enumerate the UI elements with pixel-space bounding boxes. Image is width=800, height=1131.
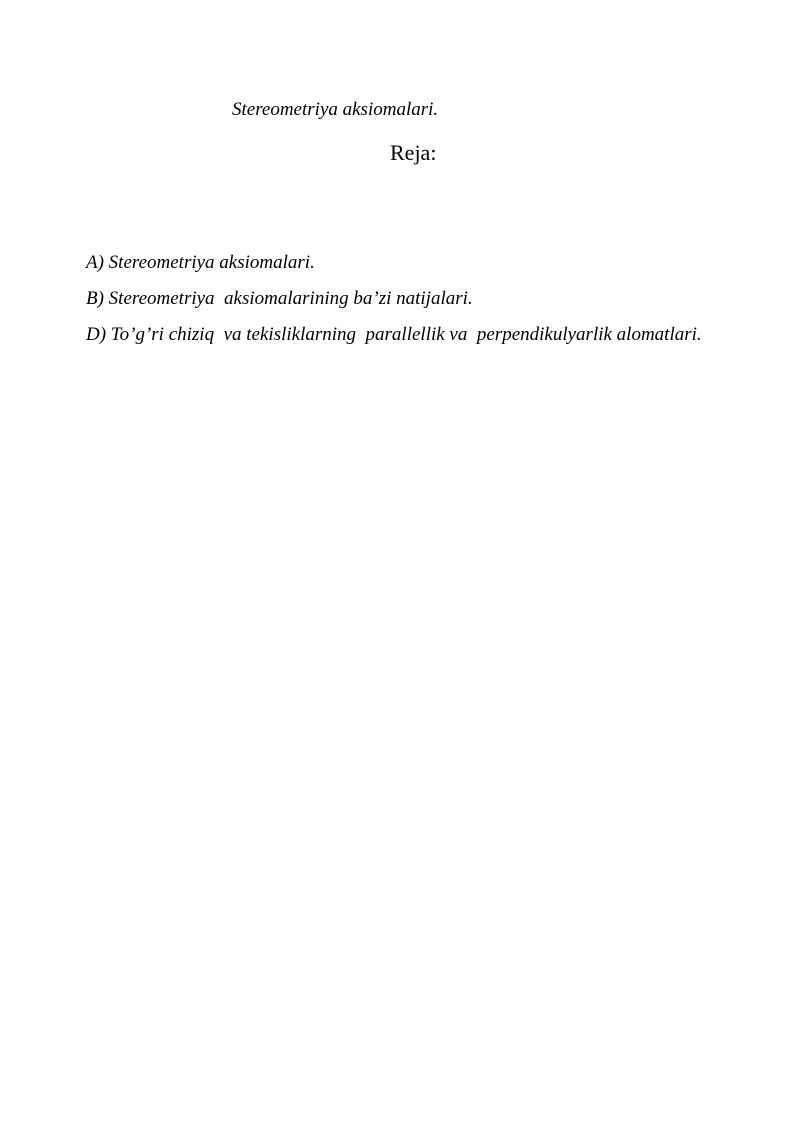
plan-item-d: D) To’g’ri chiziq va tekisliklarning parallellik va perpendikulyarlik alomatlari. bbox=[86, 324, 702, 345]
plan-item-a: A) Stereometriya aksiomalari. bbox=[86, 252, 315, 273]
document-title: Stereometriya aksiomalari. bbox=[232, 99, 439, 120]
plan-heading: Reja: bbox=[390, 140, 437, 165]
plan-list bbox=[86, 245, 706, 353]
plan-item-b: B) Stereometriya aksiomalarining ba’zi natijalari. bbox=[86, 288, 473, 309]
